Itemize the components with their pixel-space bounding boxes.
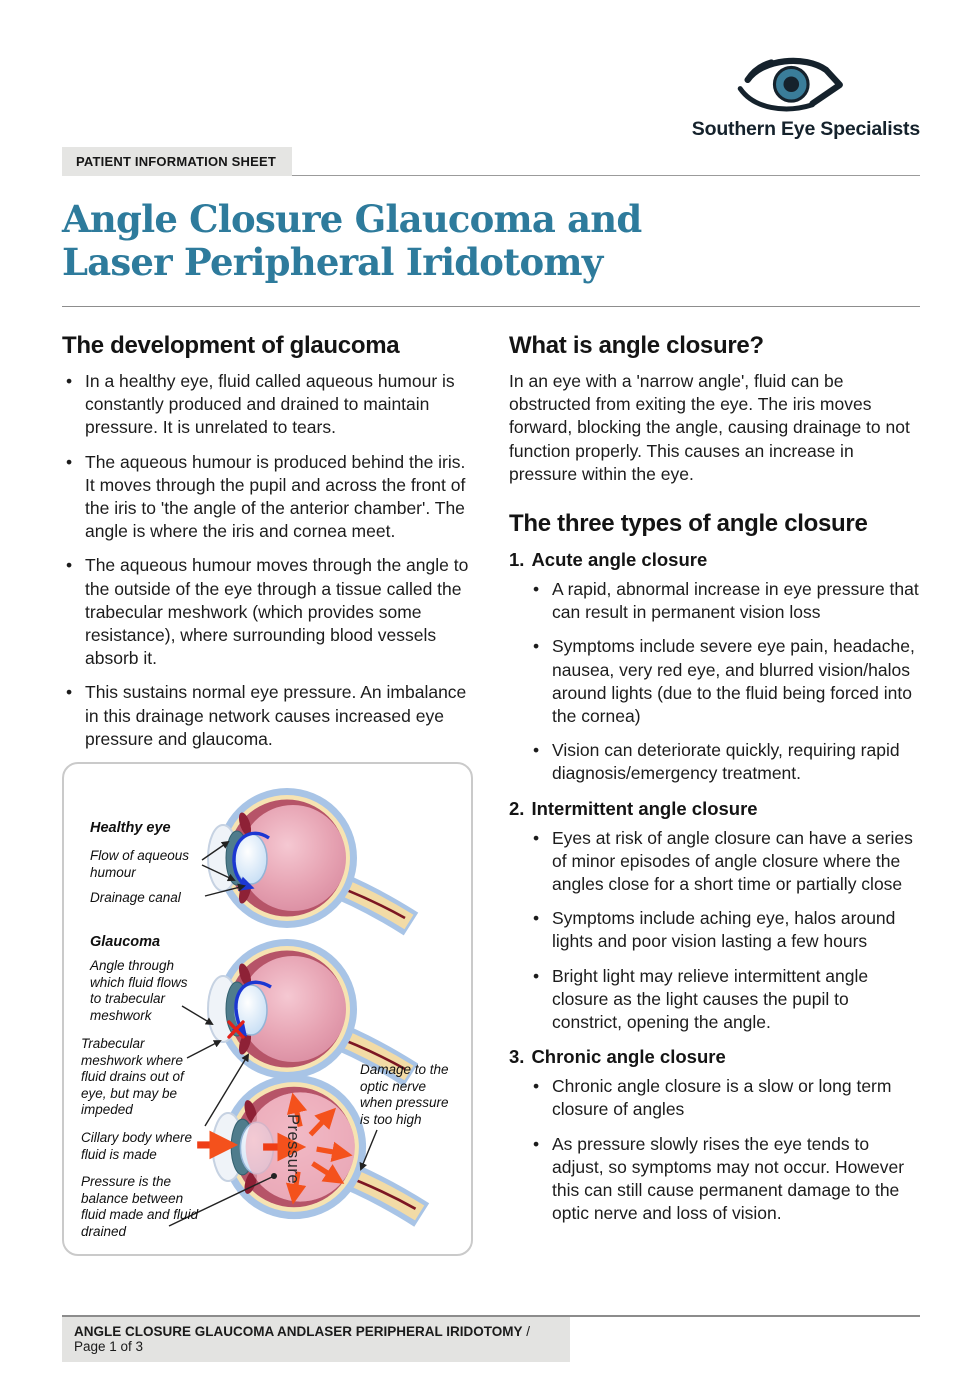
content-columns [62, 332, 920, 1256]
diagram-label-glaucoma: Glaucoma [90, 934, 161, 951]
list-item: • Eyes at risk of angle closure can have a series of minor episodes of angle closure where the angles close for a short time or partially close [529, 827, 920, 897]
page-title-line1: Angle Closure Glaucoma and [62, 197, 642, 241]
left-column [62, 332, 473, 1256]
list-item: • The aqueous humour moves through the angle to the outside of the eye through a tissue called the trabecular meshwork (which provides some resistance), where surrounding blood vessels absorb it. [62, 554, 473, 670]
section-title: Acute angle closure [531, 549, 708, 571]
page-footer [62, 1315, 920, 1362]
section-intermittent-heading [509, 797, 920, 821]
eye-diagram-panel [62, 762, 473, 1256]
diagram-label-healthy-eye: Healthy eye [90, 820, 171, 837]
list-item: • Vision can deteriorate quickly, requiring rapid diagnosis/emergency treatment. [529, 739, 920, 785]
section-intermittent [509, 797, 920, 1035]
page-title-line2: Laser Peripheral Iridotomy [62, 240, 603, 285]
right-heading-angle-closure: What is angle closure? [509, 332, 764, 359]
brand-logo [692, 50, 920, 141]
section-intermittent-bullets [509, 827, 920, 1035]
list-item: • Symptoms include aching eye, halos around lights and poor vision lasting a few hours [529, 907, 920, 953]
footer-doc-title: ANGLE CLOSURE GLAUCOMA ANDLASER PERIPHERAL IRIDOTOMY [74, 1324, 523, 1339]
patient-info-tag: PATIENT INFORMATION SHEET [62, 147, 292, 176]
right-column [509, 332, 920, 1256]
section-title: Chronic angle closure [531, 1046, 726, 1068]
footer-page-number: / Page 1 of 3 [74, 1324, 531, 1354]
section-chronic-bullets [509, 1075, 920, 1225]
footer-bar [62, 1317, 570, 1362]
list-item: • Bright light may relieve intermittent angle closure as the light causes the pupil to constrict, opening the angle. [529, 965, 920, 1035]
brand-name: Southern Eye Specialists [691, 118, 920, 140]
section-chronic [509, 1045, 920, 1225]
diagram-label-optic-nerve-damage: Damage to the optic nerve when pressure is too high [360, 1062, 449, 1127]
diagram-label-angle: Angle through which fluid flows to trabecular meshwork [90, 958, 188, 1023]
diagram-label-flow: Flow of aqueous humour [90, 848, 190, 880]
section-acute-bullets [509, 578, 920, 786]
angle-closure-intro: In an eye with a 'narrow angle', fluid can be obstructed from exiting the eye. The iris moves forward, blocking the angle, causing drainage to not function properly. This causes an increase in pressure within the eye. [509, 371, 910, 484]
list-item: • Chronic angle closure is a slow or long term closure of angles [529, 1075, 920, 1121]
diagram-label-trabecular: Trabecular meshwork where fluid drains out of eye, but may be impeded [81, 1036, 184, 1118]
right-heading-three-types: The three types of angle closure [509, 510, 868, 538]
eye-logo-icon [732, 50, 858, 116]
list-item: • As pressure slowly rises the eye tends to adjust, so symptoms may not occur. However this can still cause permanent damage to the optic nerve and loss of vision. [529, 1133, 920, 1226]
left-bullet-list [62, 370, 473, 751]
section-number: 3. [509, 1046, 525, 1068]
list-item: • The aqueous humour is produced behind the iris. It moves through the pupil and across the front of the iris to 'the angle of the anterior chamber'. The angle is where the iris and cornea meet. [62, 451, 473, 544]
list-item: • This sustains normal eye pressure. An imbalance in this drainage network causes increased eye pressure and glaucoma. [62, 681, 473, 751]
diagram-label-ciliary-body: Cillary body where fluid is made [81, 1130, 193, 1162]
section-number: 2. [509, 797, 525, 819]
section-acute [509, 548, 920, 786]
tag-rule [62, 147, 920, 176]
diagram-label-drainage-canal: Drainage canal [90, 890, 181, 906]
diagram-label-pressure-balance: Pressure is the balance between fluid made and fluid drained [81, 1174, 199, 1239]
list-item: • In a healthy eye, fluid called aqueous humour is constantly produced and drained to maintain pressure. It is unrelated to tears. [62, 370, 473, 440]
left-heading: The development of glaucoma [62, 332, 400, 359]
section-title: Intermittent angle closure [531, 797, 758, 819]
list-item: • Symptoms include severe eye pain, headache, nausea, very red eye, and blurred vision/halos around lights (due to the fluid being forced into the cornea) [529, 635, 920, 728]
diagram-label-pressure: Pressure [284, 1114, 302, 1185]
section-chronic-heading [509, 1045, 920, 1069]
page-title [62, 198, 641, 285]
section-number: 1. [509, 549, 525, 571]
title-divider [62, 306, 920, 307]
section-acute-heading [509, 548, 920, 572]
list-item: • A rapid, abnormal increase in eye pressure that can result in permanent vision loss [529, 578, 920, 624]
